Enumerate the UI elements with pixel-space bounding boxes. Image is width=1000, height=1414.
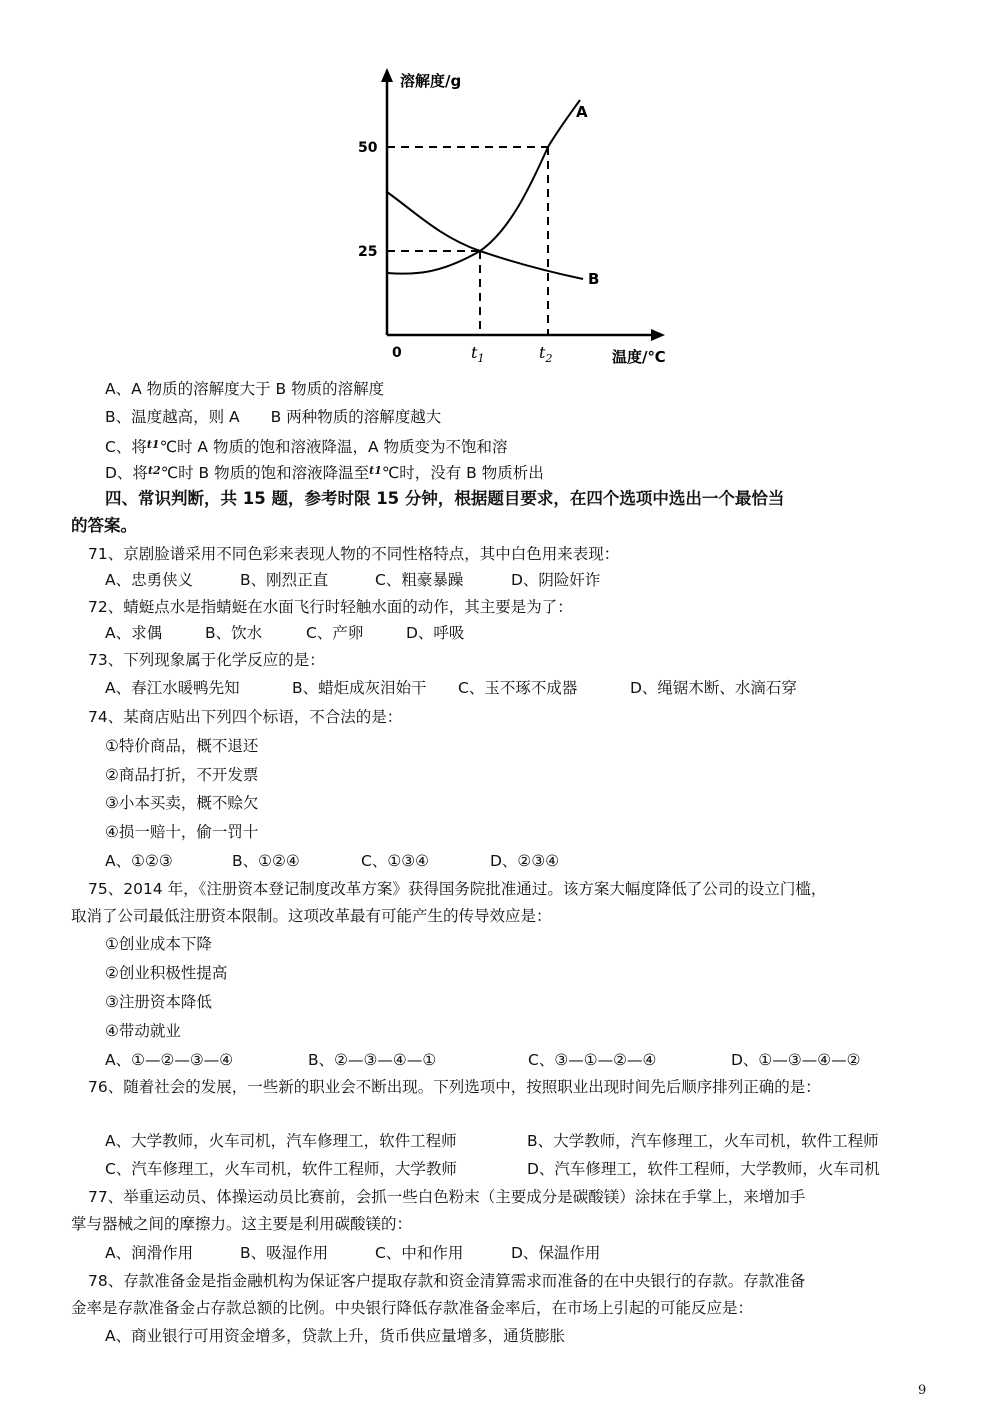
series-b-curve (387, 192, 583, 279)
q74-option-c: C、①③④ (361, 852, 430, 870)
q70-option-a: A、A 物质的溶解度大于 B 物质的溶解度 (105, 380, 385, 398)
q75-options (0, 1049, 1000, 1071)
q76-options-row2 (0, 1158, 1000, 1180)
q70-d-t2: t (369, 464, 375, 477)
q77-option-a: A、润滑作用 (105, 1244, 194, 1262)
q71-option-b: B、刚烈正直 (240, 571, 329, 589)
q72-option-c: C、产卵 (306, 624, 364, 642)
q72-option-d: D、呼吸 (406, 624, 465, 642)
q70-c-sub: 1 (151, 438, 160, 451)
origin-label: 0 (392, 345, 402, 361)
q70-d-temp (148, 464, 161, 477)
q75-item-1: ①创业成本下降 (105, 935, 212, 953)
y-axis-arrow (381, 68, 393, 82)
section-heading-line2: 的答案。 (71, 516, 137, 535)
series-a-curve (387, 100, 580, 274)
series-b-label: B (588, 270, 600, 288)
page-number: 9 (918, 1383, 927, 1398)
q77-stem-line2: 掌与器械之间的摩擦力。这主要是利用碳酸镁的： (71, 1215, 413, 1233)
q74-option-a: A、①②③ (105, 852, 173, 870)
q72-stem: 72、蜻蜓点水是指蜻蜓在水面飞行时轻触水面的动作，其主要是为了： (88, 598, 573, 616)
q78-stem-line1: 78、存款准备金是指金融机构为保证客户提取存款和资金清算需求而准备的在中央银行的存款。存款准备 (88, 1272, 806, 1290)
q74-stem: 74、某商店贴出下列四个标语，不合法的是： (88, 708, 403, 726)
q72-option-a: A、求偶 (105, 624, 163, 642)
q71-stem: 71、京剧脸谱采用不同色彩来表现人物的不同性格特点，其中白色用来表现： (88, 545, 620, 563)
q70-d-prefix: D、将 (105, 464, 148, 482)
y-tick-25: 25 (358, 244, 378, 260)
q75-item-2: ②创业积极性提高 (105, 964, 228, 982)
q76-stem: 76、随着社会的发展，一些新的职业会不断出现。下列选项中，按照职业出现时间先后顺序排列正确的是： (88, 1078, 821, 1096)
q75-stem-line2: 取消了公司最低注册资本限制。这项改革最有可能产生的传导效应是： (71, 907, 552, 925)
q77-stem-line1: 77、举重运动员、体操运动员比赛前，会抓一些白色粉末（主要成分是碳酸镁）涂抹在手掌上，来增加手 (88, 1188, 806, 1206)
q72-option-b: B、饮水 (205, 624, 263, 642)
q73-option-b: B、蜡炬成灰泪始干 (292, 679, 427, 697)
q77-options (0, 1242, 1000, 1264)
q70-d-sub: 2 (153, 464, 161, 477)
q75-item-3: ③注册资本降低 (105, 993, 212, 1011)
y-tick-50: 50 (358, 140, 378, 156)
q75-stem-line1: 75、2014 年，《注册资本登记制度改革方案》获得国务院批准通过。该方案大幅度降低了公司的设立门槛， (88, 880, 827, 898)
q73-option-d: D、绳锯木断、水滴石穿 (630, 679, 797, 697)
x-axis-label: 温度/℃ (612, 348, 666, 366)
q76-option-d: D、汽车修理工，软件工程师，大学教师，火车司机 (527, 1160, 880, 1178)
q70-option-c (0, 434, 1000, 458)
q77-option-d: D、保温作用 (511, 1244, 601, 1262)
q74-item-4: ④损一赔十，偷一罚十 (105, 823, 259, 841)
q76-option-b: B、大学教师，汽车修理工，火车司机，软件工程师 (527, 1132, 879, 1150)
q70-c-suffix: ℃时 A 物质的饱和溶液降温，A 物质变为不饱和溶 (159, 438, 508, 456)
q75-option-b: B、②—③—④—① (308, 1051, 437, 1069)
q75-item-4: ④带动就业 (105, 1022, 181, 1040)
q73-option-c: C、玉不琢不成器 (458, 679, 578, 697)
q77-option-b: B、吸湿作用 (240, 1244, 329, 1262)
q73-stem: 73、下列现象属于化学反应的是： (88, 651, 325, 669)
q70-c-temp (147, 438, 160, 451)
q75-option-a: A、①—②—③—④ (105, 1051, 234, 1069)
q71-option-c: C、粗豪暴躁 (375, 571, 464, 589)
q73-option-a: A、春江水暖鸭先知 (105, 679, 240, 697)
q71-options (0, 569, 1000, 591)
q70-option-b: B、温度越高，则 A B 两种物质的溶解度越大 (105, 408, 442, 426)
q70-d-temp2 (369, 464, 382, 477)
q76-options-row1 (0, 1130, 1000, 1152)
x-tick-t1: $t_1$ (471, 343, 485, 365)
section-heading-line1: 四、常识判断，共 15 题，参考时限 15 分钟，根据题目要求，在四个选项中选出一个最恰当 (105, 489, 785, 508)
q74-options (0, 850, 1000, 872)
q78-stem-line2: 金率是存款准备金占存款总额的比例。中央银行降低存款准备金率后，在市场上引起的可能反应是： (71, 1299, 754, 1317)
q70-d-mid: ℃时 B 物质的饱和溶液降温至 (160, 464, 370, 482)
q74-item-2: ②商品打折，不开发票 (105, 766, 259, 784)
x-tick-t2: $t_2$ (539, 343, 553, 365)
q75-option-d: D、①—③—④—② (731, 1051, 861, 1069)
q74-item-3: ③小本买卖，概不赊欠 (105, 794, 259, 812)
q71-option-d: D、阴险奸诈 (511, 571, 601, 589)
q74-option-d: D、②③④ (490, 852, 560, 870)
q70-d-sub2: 1 (374, 464, 382, 477)
q78-option-a: A、商业银行可用资金增多，贷款上升，货币供应量增多，通货膨胀 (105, 1327, 566, 1345)
q72-options (0, 622, 1000, 644)
series-a-label: A (576, 103, 588, 121)
solubility-chart (340, 62, 700, 374)
q70-d-t: t (147, 464, 154, 477)
q75-option-c: C、③—①—②—④ (528, 1051, 657, 1069)
q74-item-1: ①特价商品，概不退还 (105, 737, 259, 755)
q71-option-a: A、忠勇侠义 (105, 571, 194, 589)
y-axis-label: 溶解度/g (400, 72, 462, 90)
q76-option-a: A、大学教师，火车司机，汽车修理工，软件工程师 (105, 1132, 457, 1150)
q76-option-c: C、汽车修理工，火车司机，软件工程师，大学教师 (105, 1160, 457, 1178)
q77-option-c: C、中和作用 (375, 1244, 464, 1262)
x-axis-arrow (651, 329, 665, 341)
q70-c-prefix: C、将 (105, 438, 147, 456)
q70-option-d (0, 460, 1000, 484)
q74-option-b: B、①②④ (232, 852, 300, 870)
solubility-chart-svg (340, 62, 700, 374)
q70-c-t: t (146, 438, 152, 451)
q73-options (0, 677, 1000, 699)
q70-d-suffix: ℃时，没有 B 物质析出 (381, 464, 544, 482)
